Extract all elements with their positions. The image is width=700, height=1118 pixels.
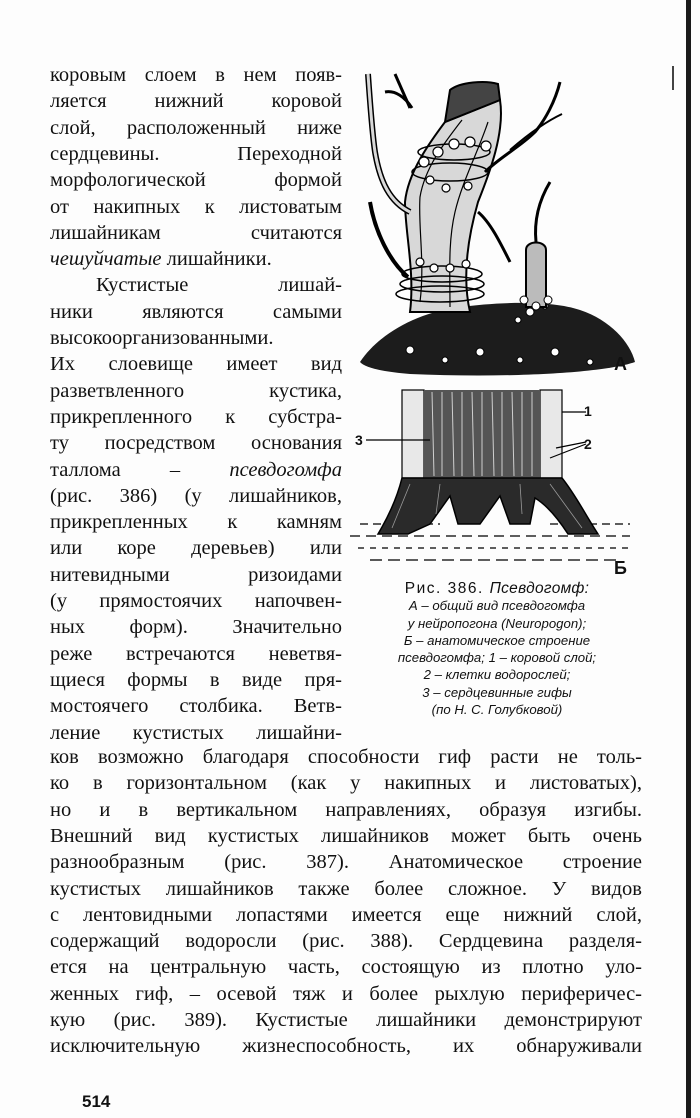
text-line: с лентовидными лопастями имеется еще нижний слой,	[50, 903, 642, 926]
scan-mark	[672, 66, 674, 90]
caption-number: Рис. 386.	[404, 580, 484, 597]
figure-b-label-3: 3	[355, 432, 363, 448]
text-line: ту посредством основания	[50, 432, 342, 455]
text-line: Внешний вид кустистых лишайников может быть очень	[50, 824, 642, 847]
text-line: ных форм). Значительно	[50, 616, 342, 639]
text-line: щиеся формы в виде пря-	[50, 668, 342, 691]
caption-line: (по Н. С. Голубковой)	[431, 702, 563, 718]
figure-b-label-2: 2	[584, 436, 592, 452]
caption-line: 2 – клетки водорослей;	[423, 667, 571, 683]
text-line: (у прямостоячих напочвен-	[50, 590, 342, 612]
text-line: женных гиф, – осевой тяж и более рыхлую периферичес-	[50, 982, 642, 1005]
text-line: чешуйчатые лишайники.	[50, 248, 272, 271]
text-line: прикрепленного к субстра-	[50, 405, 342, 428]
caption-title: Псевдогомф:	[489, 580, 590, 597]
text-line: кую (рис. 389). Кустистые лишайники демонстрируют	[50, 1009, 642, 1031]
text-line: ляется нижний коровой	[50, 90, 342, 113]
text-line: высокоорганизованными.	[50, 327, 274, 349]
figure-a-illustration	[350, 62, 640, 380]
text-line: кустистых лишайников также более сложное. У видов	[50, 877, 642, 900]
figure-b-label-1: 1	[584, 403, 592, 419]
text-line: сердцевины. Переходной	[50, 142, 342, 165]
caption-line: А – общий вид псевдогомфа	[408, 598, 586, 614]
text-line: прикрепленных к камням	[50, 511, 342, 534]
caption-line: у нейропогона (Neuropogon);	[407, 615, 587, 631]
caption-line: псевдогомфа; 1 – коровой слой;	[397, 650, 597, 666]
caption-body	[356, 597, 638, 718]
figure-b-section	[350, 384, 640, 580]
caption-line: 3 – сердцевинные гифы	[422, 684, 572, 700]
page-edge-rule	[686, 0, 691, 1118]
page-number: 514	[82, 1092, 111, 1111]
text-line: ется на центральную часть, состоящую из плотно уло-	[50, 956, 642, 979]
text-line: от накипных к листоватым	[50, 195, 342, 218]
text-line: слой, расположенный ниже	[50, 116, 342, 139]
text-line: но и в вертикальном направлениях, образуя изгибы.	[50, 798, 642, 821]
text-line: Кустистые лишай-	[96, 274, 342, 297]
text-line: лишайникам считаются	[50, 221, 342, 244]
text-line: разветвленного кустика,	[50, 379, 342, 402]
text-line: (рис. 386) (у лишайников,	[50, 484, 342, 507]
text-line: или коре деревьев) или	[50, 537, 342, 560]
text-line: ков возможно благодаря способности гиф расти не толь-	[50, 746, 642, 768]
figure-label-b: Б	[614, 558, 627, 578]
text-line: Их слоевище имеет вид	[50, 353, 342, 376]
figure-label-a: А	[614, 354, 627, 374]
text-line: нитевидными ризоидами	[50, 563, 342, 586]
figure-caption	[356, 580, 638, 718]
text-line: мостоячего столбика. Ветв-	[50, 695, 342, 718]
text-line: ники являются самыми	[50, 300, 342, 323]
text-line: ко в горизонтальном (как у накипных и листоватых),	[50, 772, 642, 795]
caption-line: Б – анатомическое строение	[403, 632, 591, 648]
text-line: разнообразным (рис. 387). Анатомическое строение	[50, 851, 642, 874]
text-line: морфологической формой	[50, 169, 342, 192]
text-line: таллома – псевдогомфа	[50, 458, 342, 481]
text-line: коровым слоем в нем появ-	[50, 64, 342, 86]
text-line: реже встречаются неветвя-	[50, 642, 342, 665]
text-line: исключительную жизнеспособность, их обнаруживали	[50, 1035, 642, 1058]
text-line: ление кустистых лишайни-	[50, 721, 342, 744]
text-line: содержащий водоросли (рис. 388). Сердцевина разделя-	[50, 930, 642, 953]
caption-heading	[356, 580, 638, 597]
